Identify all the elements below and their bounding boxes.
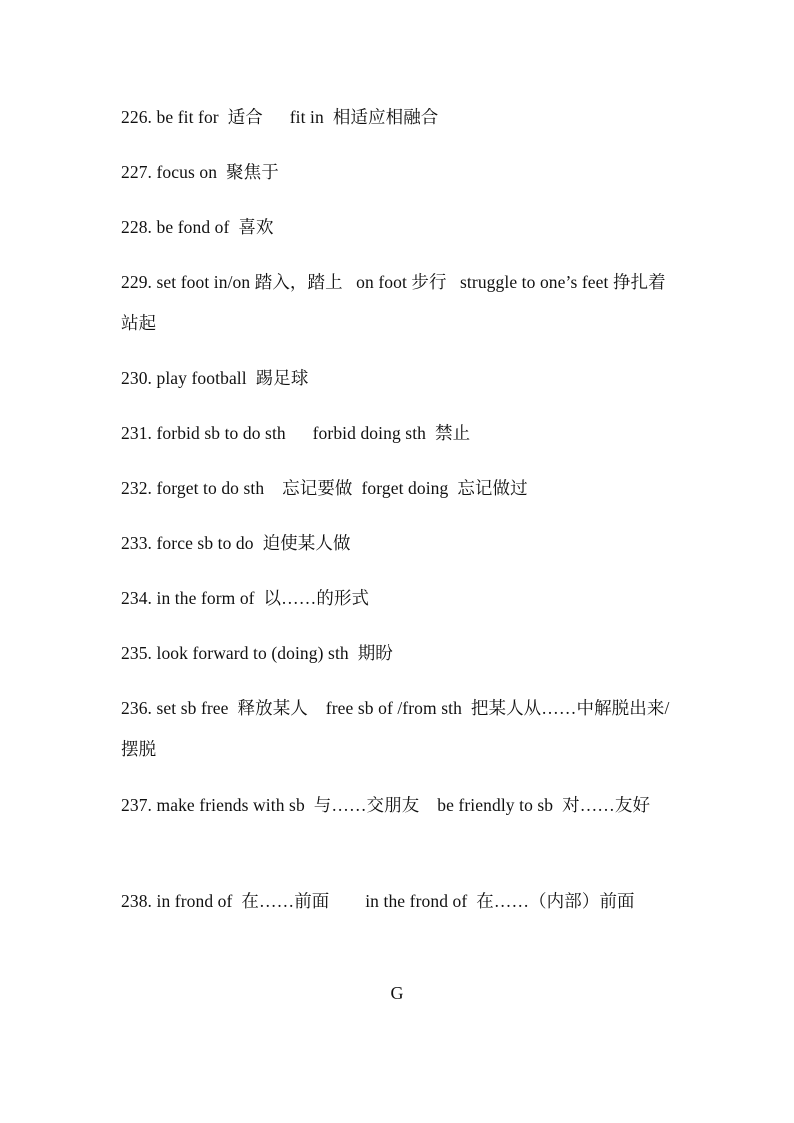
entry-text: 236. set sb free 释放某人 free sb of /from sth 把某人从……中解脱出来/摆脱 — [121, 698, 670, 759]
entry-228 — [121, 207, 681, 248]
entry-238 — [121, 881, 681, 922]
entry-text: 234. in the form of 以……的形式 — [121, 588, 370, 608]
entry-235 — [121, 633, 681, 674]
entry-232 — [121, 468, 681, 509]
entry-text: 238. in frond of 在……前面 in the frond of 在……（内部）前面 — [121, 891, 635, 911]
entry-227 — [121, 152, 681, 193]
entry-text: 227. focus on 聚焦于 — [121, 162, 279, 182]
entry-text: 228. be fond of 喜欢 — [121, 217, 274, 237]
entry-233 — [121, 523, 681, 564]
entry-text: 231. forbid sb to do sth forbid doing sth 禁止 — [121, 423, 471, 443]
entry-234 — [121, 578, 681, 619]
section-letter-heading: G — [390, 983, 404, 1003]
entry-226 — [121, 97, 681, 138]
entry-text: 233. force sb to do 迫使某人做 — [121, 533, 351, 553]
entry-229 — [121, 262, 681, 344]
entry-231 — [121, 413, 681, 454]
entry-230 — [121, 358, 681, 399]
entry-237 — [121, 785, 681, 826]
entry-236 — [121, 688, 681, 770]
entry-text: 235. look forward to (doing) sth 期盼 — [121, 643, 393, 663]
entry-text: 229. set foot in/on 踏入，踏上 on foot 步行 struggle to one’s feet 挣扎着站起 — [121, 272, 666, 333]
entry-text: 226. be fit for 适合 fit in 相适应相融合 — [121, 107, 439, 127]
entry-text: 230. play football 踢足球 — [121, 368, 309, 388]
entry-text: 232. forget to do sth 忘记要做 forget doing 忘记做过 — [121, 478, 528, 498]
entry-text: 237. make friends with sb 与……交朋友 be friendly to sb 对……友好 — [121, 795, 651, 815]
